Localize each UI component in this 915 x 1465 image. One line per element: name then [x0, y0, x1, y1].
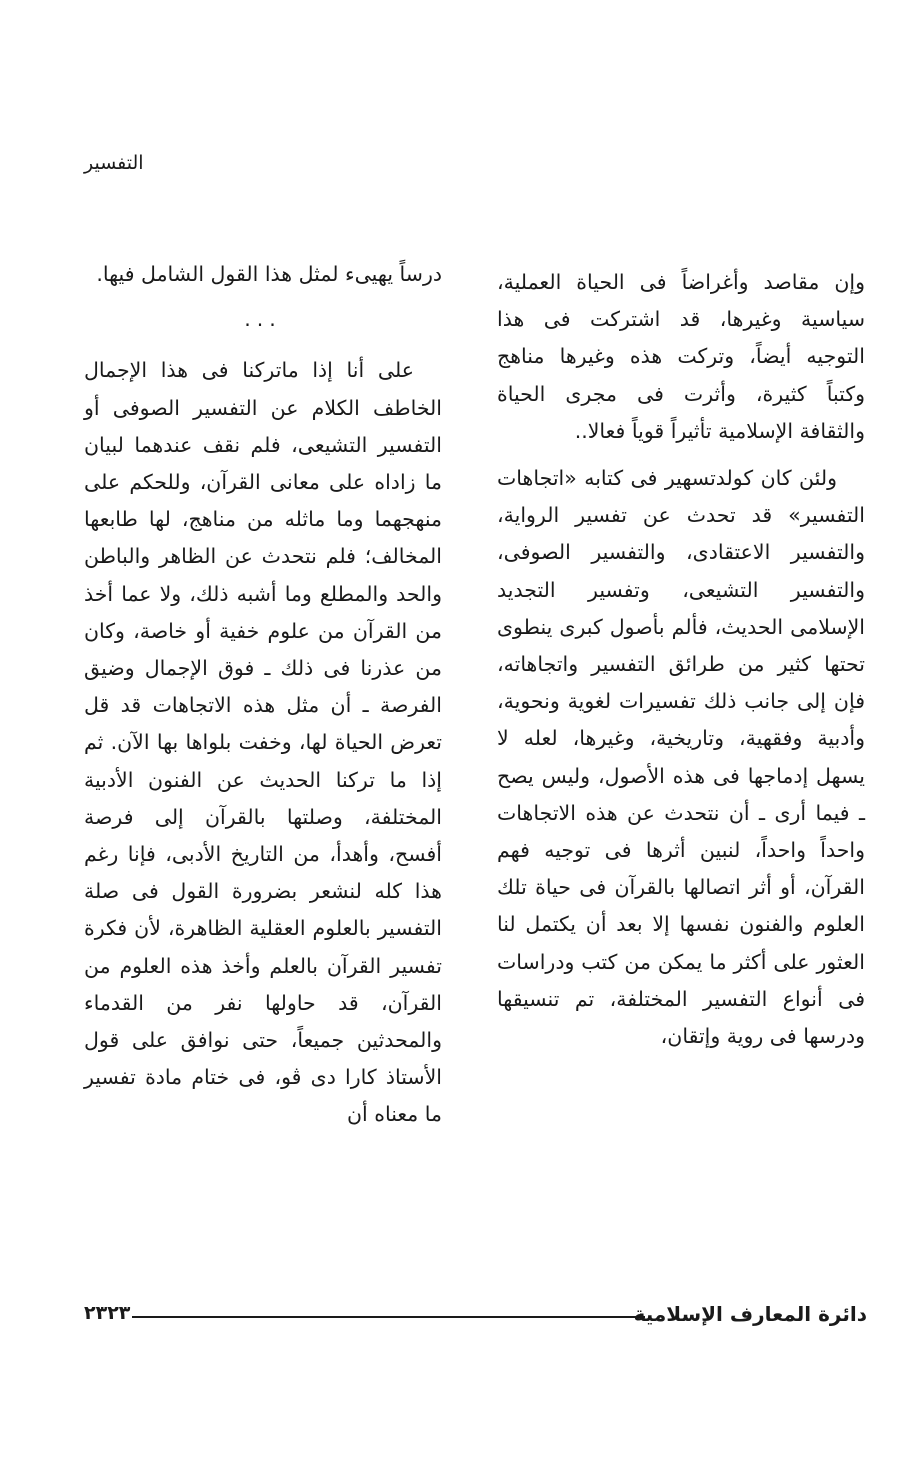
left-text-column	[84, 256, 442, 1134]
paragraph: وإن مقاصد وأغراضاً فى الحياة العملية، سياسية وغيرها، قد اشتركت فى هذا التوجيه أيضاً، وتركت هذه وغيرها مناهج وكتباً كثيرة، وأثرت فى مجرى الحياة والثقافة الإسلامية تأثيراً قوياً فعالا..	[497, 270, 865, 443]
running-header-title: التفسير	[84, 152, 144, 174]
paragraph: ولئن كان كولدتسهير فى كتابه «اتجاهات التفسير» قد تحدث عن تفسير الرواية، والتفسير الاعتقادى، والتفسير الصوفى، والتفسير التشيعى، وتفسير التجديد الإسلامى الحديث، فألم بأصول كبرى ينطوى تحتها كثير من طرائق التفسير واتجاهاته، فإن إلى جانب ذلك تفسيرات لغوية ونحوية، وأدبية وفقهية، وتاريخية، وغيرها، لعله لا يسهل إدماجها فى هذه الأصول، وليس يصح ـ فيما أرى ـ أن نتحدث عن هذه الاتجاهات واحداً واحداً، لنبين أثرها فى توجيه فهم القرآن، أو أثر اتصالها بالقرآن فى حياة تلك العلوم والفنون نفسها إلا بعد أن يكتمل لنا العثور على أكثر ما يمكن من كتب ودراسات فى أنواع التفسير المختلفة، تم تنسيقها ودرسها فى روية وإتقان،	[497, 466, 865, 1049]
page-number: ٢٣٢٣	[84, 1302, 131, 1324]
right-text-column	[497, 264, 865, 1055]
paragraph: على أنا إذا ماتركنا فى هذا الإجمال الخاطف الكلام عن التفسير الصوفى أو التفسير التشيعى، فلم نقف عندهما لبيان ما زاداه على معانى القرآن، وللحكم على منهجهما وما ماثله من مناهج، لها طابعها المخالف؛ فلم نتحدث عن الظاهر والباطن والحد والمطلع وما أشبه ذلك، ولا عما أخذ من القرآن من علوم خفية أو خاصة، وكان من عذرنا فى ذلك ـ فوق الإجمال وضيق الفرصة ـ أن مثل هذه الاتجاهات قد قل تعرض الحياة لها، وخفت بلواها بها الآن. ثم إذا ما تركنا الحديث عن الفنون الأدبية المختلفة، وصلتها بالقرآن إلى فرصة أفسح، وأهدأ، من التاريخ الأدبى، فإنا رغم هذا كله لنشعر بضرورة القول فى صلة التفسير بالعلوم العقلية الظاهرة، لأن فكرة تفسير القرآن بالعلم وأخذ هذه العلوم من القرآن، قد حاولها نفر من القدماء والمحدثين جميعاً، حتى نوافق على قول الأستاذ كارا دى ڤو، فى ختام مادة تفسير ما معناه أن	[84, 358, 442, 1127]
footer-divider	[132, 1316, 645, 1318]
paragraph: درساً يهيىء لمثل هذا القول الشامل فيها.	[96, 262, 442, 286]
page-footer	[84, 1302, 867, 1332]
footer-encyclopedia-title: دائرة المعارف الإسلامية	[633, 1302, 867, 1326]
section-separator: ...	[244, 307, 282, 332]
